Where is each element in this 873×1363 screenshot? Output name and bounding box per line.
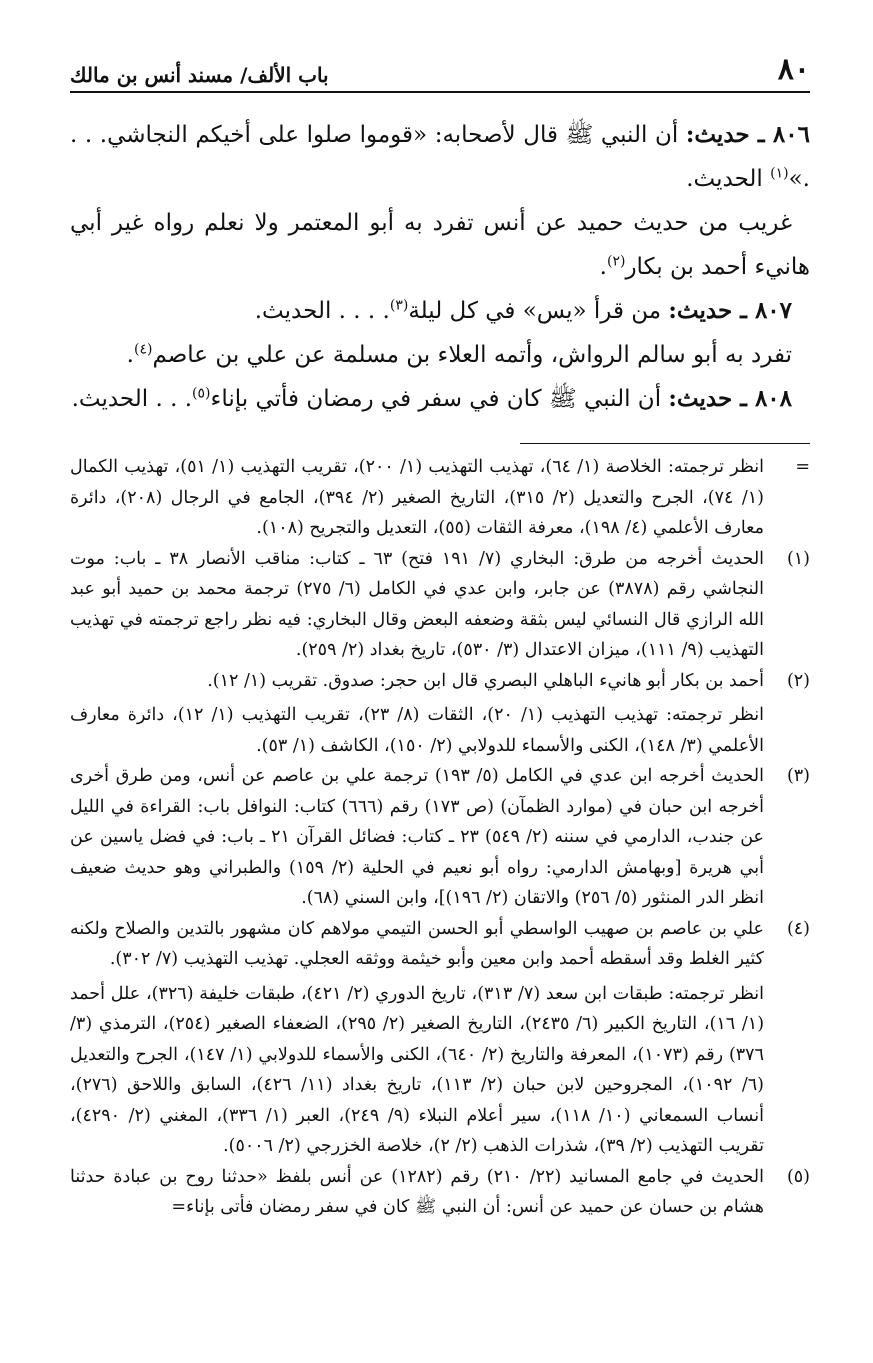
footnote-5 <box>70 1162 810 1223</box>
hadith-number: ٨٠٧ ـ حديث: <box>668 297 792 324</box>
footnote-ref: (٢) <box>606 253 626 270</box>
running-title: باب الألف/ مسند أنس بن مالك <box>70 63 329 87</box>
footnote-ref: (١) <box>770 165 789 182</box>
footnote-separator <box>520 443 810 444</box>
footnote-marker: (٤) <box>786 918 810 939</box>
hadith-number: ٨٠٨ ـ حديث: <box>668 385 792 412</box>
hadith-text: من قرأ «يس» في كل ليلة <box>408 298 669 324</box>
hadith-tail: . . . الحديث. <box>71 386 193 412</box>
footnote-ref: (٤) <box>133 341 153 358</box>
commentary-text: تفرد به أبو سالم الرواش، وأتمه العلاء بن مسلمة عن علي بن عاصم <box>152 342 792 368</box>
page-header <box>70 45 810 93</box>
commentary-tail: . <box>126 342 134 368</box>
commentary-text: غريب من حديث حميد عن أنس تفرد به أبو المعتمر ولا نعلم رواه غير أبي هانيء أحمد بن بكار <box>70 210 810 280</box>
hadith-tail: الحديث. <box>686 166 771 192</box>
footnote-text: أحمد بن بكار أبو هانيء الباهلي البصري قال ابن حجر: صدوق. تقريب (١/ ١٢). <box>207 670 764 691</box>
hadith-tail: . . . . الحديث. <box>254 298 390 324</box>
footnote-text: علي بن عاصم بن صهيب الواسطي أبو الحسن التيمي مولاهم كان مشهور بالتدين والصلاح ولكنه كثير الغلط وقد أسقطه أحمد وابن معين وأبو خيثمة ووثقه العجلي. تهذيب التهذيب (٧/ ٣٠٢). <box>70 918 764 969</box>
hadith-808 <box>70 377 810 421</box>
footnote-text: انظر ترجمته: الخلاصة (١/ ٦٤)، تهذيب التهذيب (١/ ٢٠٠)، تقريب التهذيب (١/ ٥١)، تهذيب الكمال (١/ ٧٤)، الجرح والتعديل (٢/ ٣١٥)، التاريخ الصغير (٢/ ٣٩٤)، الجامع في الرجال (٢٠٨)، دائرة معارف الأعلمي (٤/ ١٩٨)، معرفة الثقات (٥٥)، التعديل والتجريح (١٠٨). <box>70 457 764 538</box>
page-number: ٨٠ <box>777 52 810 87</box>
hadith-text: أن النبي ﷺ قال لأصحابه: «قوموا صلوا على أخيكم النجاشي. . . .» <box>70 122 810 192</box>
footnote-marker: (٥) <box>786 1166 810 1187</box>
footnotes <box>70 452 810 1223</box>
footnote-2 <box>70 666 810 762</box>
footnote-marker: (١) <box>786 548 810 569</box>
footnote-text: الحديث في جامع المسانيد (٢٢/ ٢١٠) رقم (١٢٨٢) عن أنس بلفظ «حدثنا روح بن عبادة حدثنا هشام بن حسان عن حميد عن أنس: أن النبي ﷺ كان في سفر رمضان فأتى بإناء= <box>70 1166 765 1217</box>
main-text <box>70 113 810 421</box>
commentary-paragraph <box>70 333 810 377</box>
hadith-806 <box>70 113 810 201</box>
book-page <box>70 45 810 1223</box>
footnote-3 <box>70 761 810 914</box>
footnote-subtext: انظر ترجمته: طبقات ابن سعد (٧/ ٣١٣)، تاريخ الدوري (٢/ ٤٢١)، طبقات خليفة (٣٢٦)، علل أحمد (١/ ١٦)، التاريخ الكبير (٦/ ٢٤٣٥)، التاريخ الصغير (٢/ ٢٩٥)، الضعفاء الصغير (٢٥٤)، الترمذي (٣/ ٣٧٦) رقم (١٠٧٣)، المعرفة والتاريخ (٢/ ٦٤٠)، الكنى والأسماء للدولابي (١/ ١٤٧)، الجرح والتعديل (٦/ ١٠٩٢)، المجروحين لابن حبان (٢/ ١١٣)، تاريخ بغداد (١١/ ٤٢٦)، السابق واللاحق (٢٧٦)، أنساب السمعاني (١٠/ ١١٨)، سير أعلام النبلاء (٩/ ٢٤٩)، العبر (١/ ٣٣٦)، المغني (٢/ ٤٢٩٠)، تقريب التهذيب (٢/ ٣٩)، شذرات الذهب (٢/ ٢)، خلاصة الخزرجي (٢/ ٥٠٠٦). <box>70 983 765 1156</box>
hadith-text: أن النبي ﷺ كان في سفر في رمضان فأتي بإناء <box>210 386 669 412</box>
footnote-marker: = <box>795 457 810 477</box>
footnote-ref: (٥) <box>192 385 211 402</box>
commentary-tail: . <box>599 254 607 280</box>
commentary-paragraph <box>70 201 810 289</box>
footnote-4 <box>70 914 810 1162</box>
footnote-marker: (٣) <box>786 766 810 786</box>
footnote-text: الحديث أخرجه ابن عدي في الكامل (٥/ ١٩٣) ترجمة علي بن عاصم عن أنس، ومن طرق أخرى أخرجه ابن حبان في (موارد الظمآن) (ص ١٧٣) رقم (٦٦٦) كتاب: النوافل باب: القراءة في الليل عن جندب، الدارمي في سننه (٢/ ٥٤٩) ٢٣ ـ كتاب: فضائل القرآن ٢١ ـ باب: في فضل ياسين عن أبي هريرة [وبهامش الدارمي: رواه أبو نعيم في الحلية (٢/ ١٥٩) والطبراني وهو حديث ضعيف انظر الدر المنثور (٥/ ٢٥٦) والاتقان (٢/ ١٩٦)]، وابن السني (٦٨). <box>70 766 765 908</box>
footnote-ref: (٣) <box>389 297 409 314</box>
footnote-text: الحديث أخرجه من طرق: البخاري (٧/ ١٩١ فتح) ٦٣ ـ كتاب: مناقب الأنصار ٣٨ ـ باب: موت النجاشي رقم (٣٨٧٨) عن جابر، وابن عدي في الكامل (٦/ ٢٧٥) ترجمة محمد بن حميد أبو عبد الله الرازي قال النسائي ليس بثقة وضعفه البعض وقال البخاري: فيه نظر راجع ترجمته في تهذيب التهذيب (٩/ ١١١)، ميزان الاعتدال (٣/ ٥٣٠)، تاريخ بغداد (٢/ ٢٥٩). <box>70 548 765 660</box>
footnote-continuation <box>70 452 810 544</box>
hadith-807 <box>70 289 810 333</box>
footnote-subtext: انظر ترجمته: تهذيب التهذيب (١/ ٢٠)، الثقات (٨/ ٢٣)، تقريب التهذيب (١/ ١٢)، دائرة معارف الأعلمي (٣/ ١٤٨)، الكنى والأسماء للدولابي (٢/ ١٥٠)، الكاشف (١/ ٥٣). <box>70 705 764 756</box>
hadith-number: ٨٠٦ ـ حديث: <box>685 121 810 148</box>
footnote-1 <box>70 544 810 666</box>
footnote-marker: (٢) <box>786 670 810 691</box>
